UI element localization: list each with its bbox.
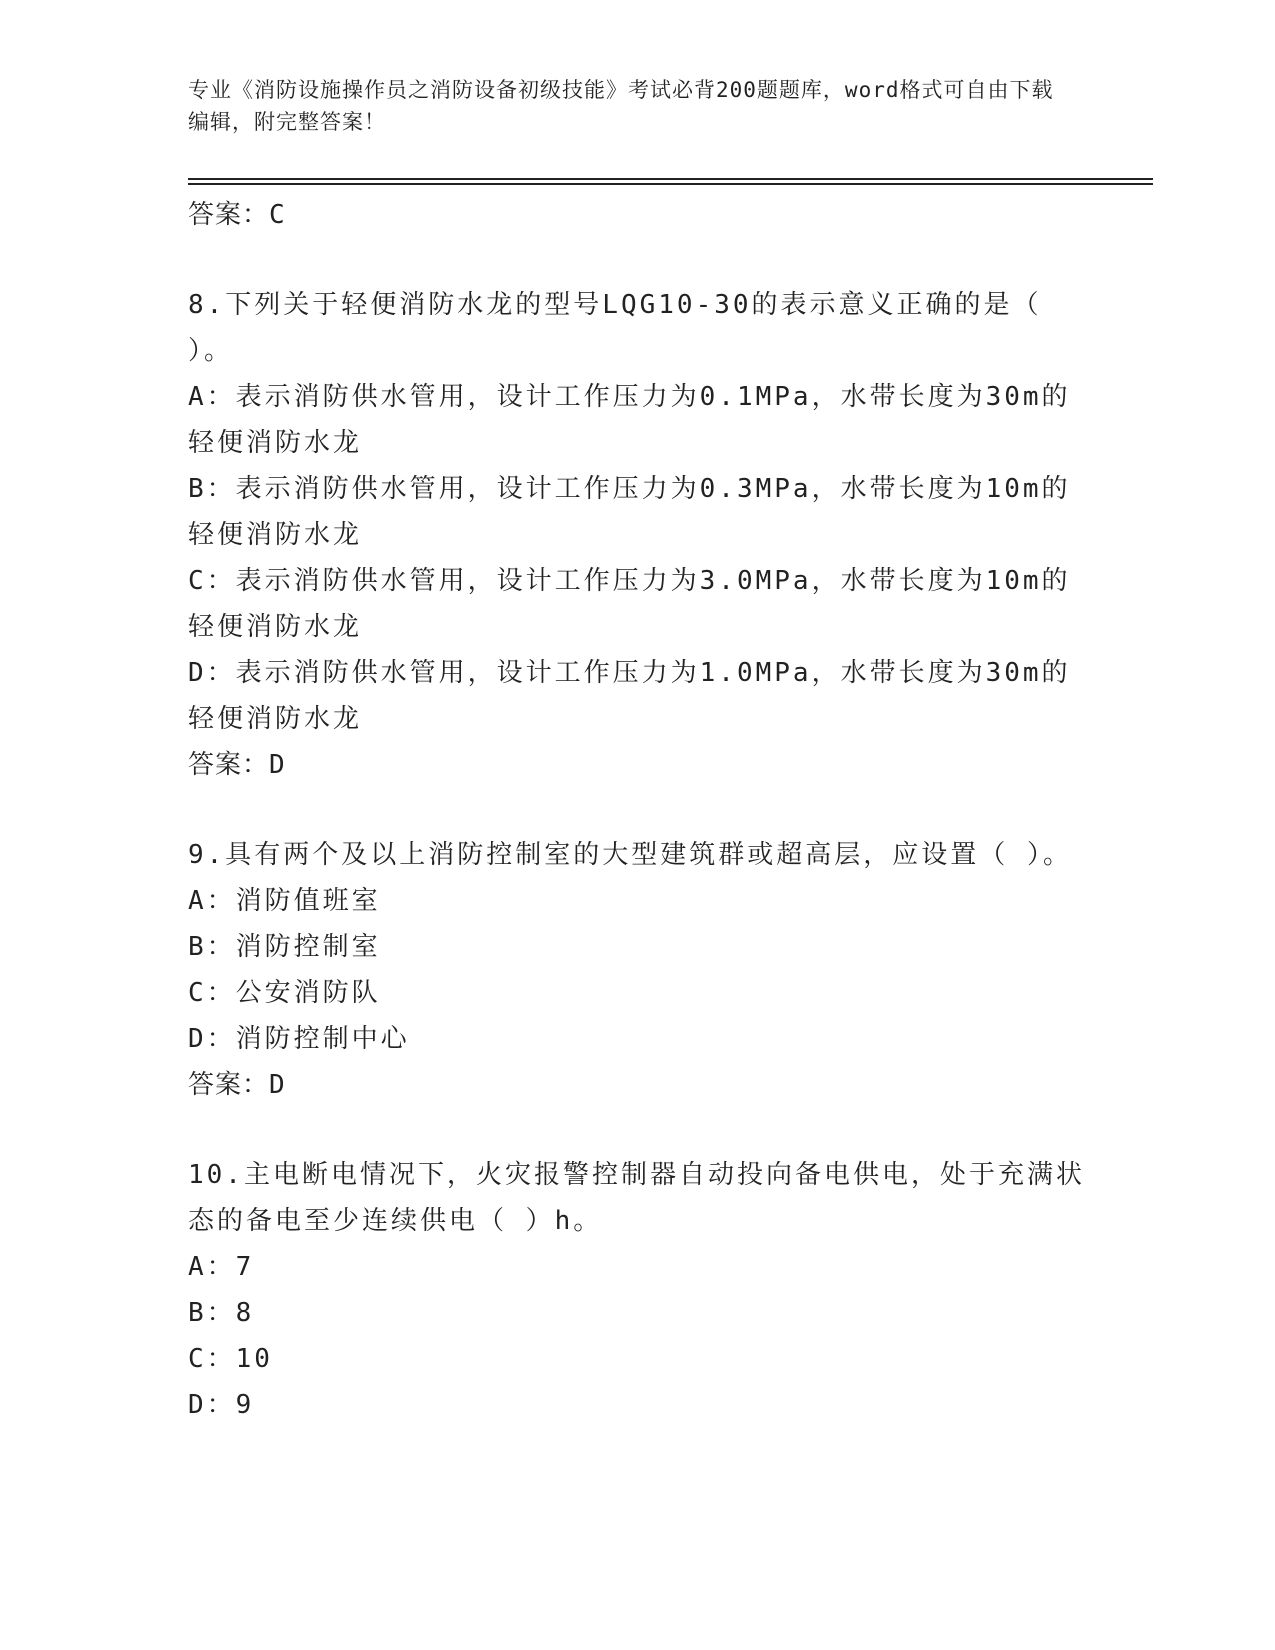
document-content — [188, 192, 1088, 1428]
option-a: A：表示消防供水管用，设计工作压力为0.1MPa，水带长度为30m的轻便消防水龙 — [188, 382, 1071, 458]
question-text: 10.主电断电情况下，火灾报警控制器自动投向备电供电，处于充满状态的备电至少连续供电（ ）h。 — [188, 1160, 1085, 1236]
header-rule-top — [188, 178, 1153, 180]
option-d: D：9 — [188, 1390, 255, 1420]
option-c: C：公安消防队 — [188, 978, 381, 1008]
question-8 — [188, 282, 1088, 788]
header-rule-bottom — [188, 183, 1153, 185]
spacer — [188, 238, 1088, 282]
option-a: A：消防值班室 — [188, 886, 381, 916]
option-a: A：7 — [188, 1252, 255, 1282]
option-c: C：表示消防供水管用，设计工作压力为3.0MPa，水带长度为10m的轻便消防水龙 — [188, 566, 1071, 642]
answer-9: 答案：D — [188, 1070, 286, 1100]
question-text: 9.具有两个及以上消防控制室的大型建筑群或超高层，应设置（ ）。 — [188, 840, 1072, 870]
option-d: D：表示消防供水管用，设计工作压力为1.0MPa，水带长度为30m的轻便消防水龙 — [188, 658, 1071, 734]
spacer — [188, 1108, 1088, 1152]
document-header: 专业《消防设施操作员之消防设备初级技能》考试必背200题题库，word格式可自由下载编辑，附完整答案！ — [188, 78, 1054, 134]
option-b: B：消防控制室 — [188, 932, 381, 962]
option-b: B：表示消防供水管用，设计工作压力为0.3MPa，水带长度为10m的轻便消防水龙 — [188, 474, 1071, 550]
question-10 — [188, 1152, 1088, 1428]
spacer — [188, 788, 1088, 832]
question-text: 8.下列关于轻便消防水龙的型号LQG10-30的表示意义正确的是（ ）。 — [188, 290, 1042, 366]
option-d: D：消防控制中心 — [188, 1024, 410, 1054]
answer-8: 答案：D — [188, 750, 286, 780]
option-b: B：8 — [188, 1298, 255, 1328]
answer-previous: 答案：C — [188, 200, 286, 230]
question-9 — [188, 832, 1088, 1108]
option-c: C：10 — [188, 1344, 273, 1374]
